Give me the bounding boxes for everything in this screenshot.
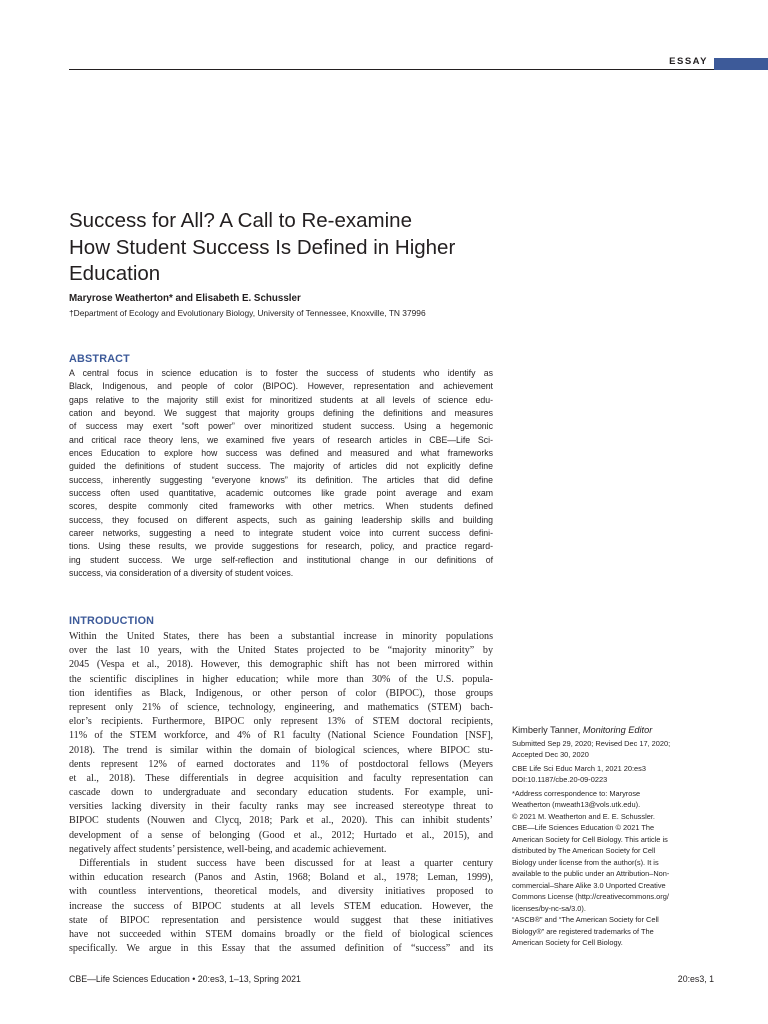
intro-line: elor’s recipients. Furthermore, BIPOC only represent 13% of STEM doctoral recipients, [69,716,493,728]
abstract-line: ing student success. We urge self-reflection and institutional change in our definitions of [69,554,493,565]
intro-line: the scientific disciplines in higher education; while more than 30% of the U.S. popula- [69,673,493,685]
abstract-line: scores, despite commonly cited frameworks with other metrics. When students defined [69,501,493,512]
intro-line: tion identifies as Black, Indigenous, or other person of color (BIPOC), those groups [69,687,493,699]
correspondence: *Address correspondence to: Maryrose [512,788,641,798]
trademark-line: “ASCB®” and “The American Society for Cell [512,915,659,924]
intro-line: 11% of the STEM workforce, and 4% of R1 faculty (National Science Foundation [NSF], [69,730,493,742]
intro-line: Within the United States, there has been a substantial increase in minority populations [69,631,493,642]
copyright-line: Commons License (http://creativecommons.org/ [512,892,669,901]
intro-line: negatively affect students’ persistence, well-being, and academic achievement. [69,843,387,855]
page-number: 20:es3, 1 [677,974,714,984]
abstract-line: A central focus in science education is to foster the success of students who identify as [69,368,493,378]
copyright-line: American Society for Cell Biology. This article is [512,834,668,844]
intro-line: et al., 2018). These differentials in degree acquisition and faculty representation can [69,772,493,784]
editor-name: Kimberly Tanner, [512,725,581,735]
abstract-line: tions. Using these results, we provide suggestions for research, policy, and practice regard- [69,541,493,552]
header-rule [69,69,714,70]
introduction-body [69,630,493,956]
trademark-line: American Society for Cell Biology. [512,938,623,947]
trademark-line: Biology®” are registered trademarks of The [512,926,654,936]
authors: Maryrose Weatherton* and Elisabeth E. Schussler [69,293,301,304]
intro-line: development of a sense of belonging (Good et al., 2012; Hurtado et al., 2015), and [69,829,493,841]
abstract-line: and critical race theory lens, we examined five years of research articles in CBE—Life Sci- [69,434,493,445]
intro-line: within education research (Panos and Astin, 1968; Boland et al., 1978; Leman, 1999), [69,872,493,884]
article-info-sidebar [512,724,717,949]
journal-footer: CBE—Life Sciences Education • 20:es3, 1–13, Spring 2021 [69,974,301,984]
intro-line: 2018). The trend is similar within the domain of biological sciences, where BIPOC stu- [69,744,493,756]
copyright-line: available to the public under an Attribution–Non- [512,869,670,878]
intro-line: state of BIPOC representation and persistence would suggest that these initiatives [69,914,493,926]
abstract-line: success, via consideration of a diversity of student voices. [69,568,294,579]
copyright-line: © 2021 M. Weatherton and E. E. Schussler. [512,811,655,821]
abstract-line: of success may exert “soft power” over minoritized student success. Using a hegemonic [69,421,493,432]
monitoring-editor [512,724,717,736]
copyright-line: commercial–Share Alike 3.0 Unported Creative [512,880,666,890]
abstract-line: ences Education to explore how success was defined and measured and what frameworks [69,448,493,459]
intro-line: 2045 (Vespa et al., 2018). However, this demographic shift has not been mirrored within [69,659,493,671]
title-line: How Student Success Is Defined in Higher [69,235,456,259]
article-title [69,208,509,288]
submission-dates: Submitted Sep 29, 2020; Revised Dec 17, 2020; [512,738,671,748]
abstract-line: cation and beyond. We suggest that majority groups defining the definitions and measures [69,408,493,419]
intro-line: increase the success of BIPOC students at all levels STEM education. However, the [69,900,493,912]
abstract-line: Black, Indigenous, and people of color (BIPOC). However, representation and achievement [69,381,493,392]
title-line: Education [69,262,161,285]
abstract-line: career networks, suggesting a need to integrate student voice into current success defini- [69,528,493,539]
section-label: ESSAY [669,56,708,67]
submission-dates: Accepted Dec 30, 2020 [512,750,589,759]
intro-line: cascade down to undergraduate and secondary education students. For example, uni- [69,787,493,799]
correspondence: Weatherton (mweath13@vols.utk.edu). [512,800,641,809]
intro-line: Differentials in student success have been discussed for at least a quarter century [69,858,493,869]
intro-line: with countless interventions, theoretical models, and diversity initiatives proposed to [69,886,493,898]
copyright-line: licenses/by-nc-sa/3.0). [512,903,586,913]
abstract-body [69,367,493,581]
affiliation: †Department of Ecology and Evolutionary Biology, University of Tennessee, Knoxville, TN 37996 [69,308,426,318]
copyright-line: distributed by The American Society for Cell [512,846,656,855]
citation: CBE Life Sci Educ March 1, 2021 20:es3 [512,763,646,773]
intro-line: represent only 21% of science, technology, engineering, and mathematics (STEM) bach- [69,701,493,713]
copyright-line: Biology under license from the author(s). It is [512,857,659,867]
abstract-line: guided the definitions of student success. The majority of articles did not explicitly define [69,461,493,472]
abstract-line: success, inherently suggesting “everyone knows” its definition. The articles that did define [69,474,493,485]
intro-line: over the last 10 years, with the United States projected to be “majority minority” by [69,645,493,657]
editor-role: Monitoring Editor [582,725,653,735]
doi: DOI:10.1187/cbe.20-09-0223 [512,775,608,784]
abstract-heading: ABSTRACT [69,353,130,365]
intro-line: dents represent 12% of earned doctorates and 11% of postdoctoral fellows (Meyers [69,758,493,770]
abstract-line: success often used quantitative, academic outcomes like grade point average and exam [69,488,493,499]
introduction-heading: INTRODUCTION [69,615,155,627]
intro-line: have not succeeded within STEM domains broadly or the field of biological sciences [69,928,493,940]
abstract-line: gaps relative to the majority still exist for minoritized students at all levels of science edu- [69,394,493,405]
abstract-line: success, they focused on different aspects, such as gaining leadership skills and building [69,514,493,525]
header-accent-bar [714,58,768,70]
title-line: Success for All? A Call to Re-examine [69,209,412,232]
intro-line: specifically. We argue in this Essay that the assumed definition of “success” and its [69,943,493,955]
copyright-line: CBE—Life Sciences Education © 2021 The [512,823,655,832]
intro-line: versities lacking diversity in their faculty ranks may see increased stereotype threat to [69,801,493,813]
intro-line: BIPOC students (Nouwen and Clycq, 2018; Park et al., 2020). This can inhibit students’ [69,815,493,827]
